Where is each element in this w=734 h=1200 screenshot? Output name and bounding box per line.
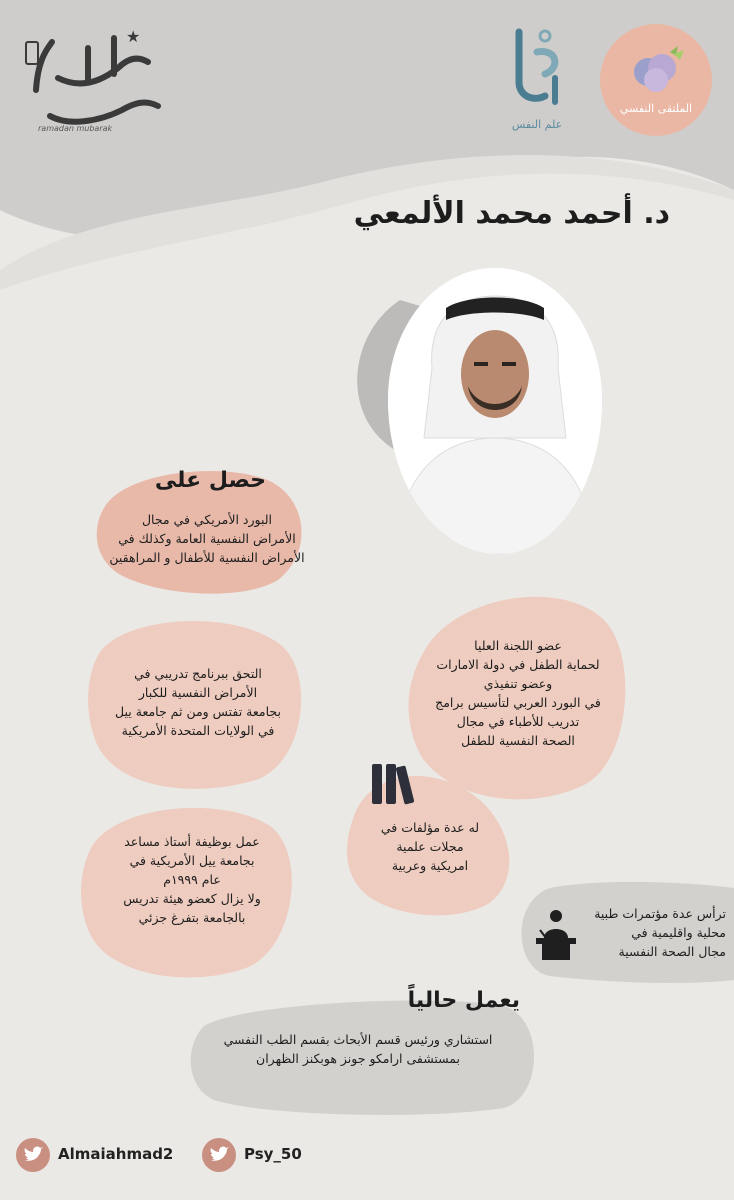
text-line: محلية واقليمية في bbox=[631, 925, 726, 940]
books-icon bbox=[370, 762, 426, 806]
text-line: في الولايات المتحدة الأمريكية bbox=[121, 723, 275, 738]
text-line: وعضو تنفيذي bbox=[483, 676, 553, 691]
svg-text:★: ★ bbox=[126, 27, 141, 46]
text-line: الأمراض النفسية للأطفال و المراهقين bbox=[109, 550, 305, 565]
publications-text bbox=[350, 818, 510, 875]
current-work-heading: يعمل حالياً bbox=[407, 988, 520, 1013]
text-line: تدريب للأطباء في مجال bbox=[456, 714, 580, 729]
psych-forum-logo-text: الملتقى النفسي bbox=[619, 102, 693, 115]
twitter-icon[interactable] bbox=[16, 1138, 50, 1172]
text-line: ترأس عدة مؤتمرات طبية bbox=[594, 906, 726, 921]
training-text bbox=[96, 664, 300, 740]
committee-text bbox=[416, 636, 620, 750]
text-line: البورد الأمريكي في مجال bbox=[141, 512, 273, 527]
text-line: بمستشفى ارامكو جونز هوبكنز الظهران bbox=[256, 1051, 460, 1066]
text-line: استشاري ورئيس قسم الأبحاث بقسم الطب النفسي bbox=[223, 1032, 493, 1047]
text-line: الأمراض النفسية العامة وكذلك في bbox=[118, 531, 296, 546]
speaker-podium-icon bbox=[532, 908, 578, 962]
text-line: بجامعة تفتس ومن ثم جامعة ييل bbox=[115, 704, 281, 719]
text-line: له عدة مؤلفات في bbox=[380, 820, 480, 835]
text-line: في البورد العربي لتأسيس برامج bbox=[435, 695, 601, 710]
professor-text bbox=[94, 832, 290, 927]
ramadan-subtitle: ramadan mubarak bbox=[38, 124, 113, 133]
psychology-logo-text: علم النفس bbox=[511, 118, 563, 131]
text-line: لحماية الطفل في دولة الامارات bbox=[436, 657, 600, 672]
current-work-text bbox=[196, 1030, 520, 1068]
text-line: الصحة النفسية للطفل bbox=[461, 733, 575, 748]
text-line: مجال الصحة النفسية bbox=[618, 944, 726, 959]
obtained-text bbox=[100, 510, 314, 567]
doctor-name: د. أحمد محمد الألمعي bbox=[353, 196, 670, 231]
ramadan-calligraphy-logo bbox=[18, 18, 170, 138]
text-line: مجلات علمية bbox=[396, 839, 464, 854]
twitter-handle-2[interactable]: Psy_50 bbox=[244, 1145, 302, 1163]
obtained-heading: حصل على bbox=[154, 468, 266, 493]
text-line: امريكية وعربية bbox=[391, 858, 469, 873]
text-line: بالجامعة بتفرغ جزئي bbox=[138, 910, 246, 925]
twitter-handle-1[interactable]: Almaiahmad2 bbox=[58, 1145, 174, 1163]
text-line: عام ١٩٩٩م bbox=[163, 872, 221, 887]
text-line: عضو اللجنة العليا bbox=[474, 638, 562, 653]
text-line: الأمراض النفسية للكبار bbox=[138, 685, 258, 700]
psych-forum-logo bbox=[600, 24, 712, 136]
psychology-logo bbox=[505, 22, 569, 118]
brain-flower-icon bbox=[626, 42, 686, 100]
text-line: ولا يزال كعضو هيئة تدريس bbox=[123, 891, 261, 906]
text-line: بجامعة ييل الأمريكية في bbox=[129, 853, 255, 868]
text-line: عمل بوظيفة أستاذ مساعد bbox=[124, 834, 260, 849]
conferences-text bbox=[576, 904, 726, 961]
text-line: التحق ببرنامج تدريبي في bbox=[134, 666, 262, 681]
twitter-icon[interactable] bbox=[202, 1138, 236, 1172]
